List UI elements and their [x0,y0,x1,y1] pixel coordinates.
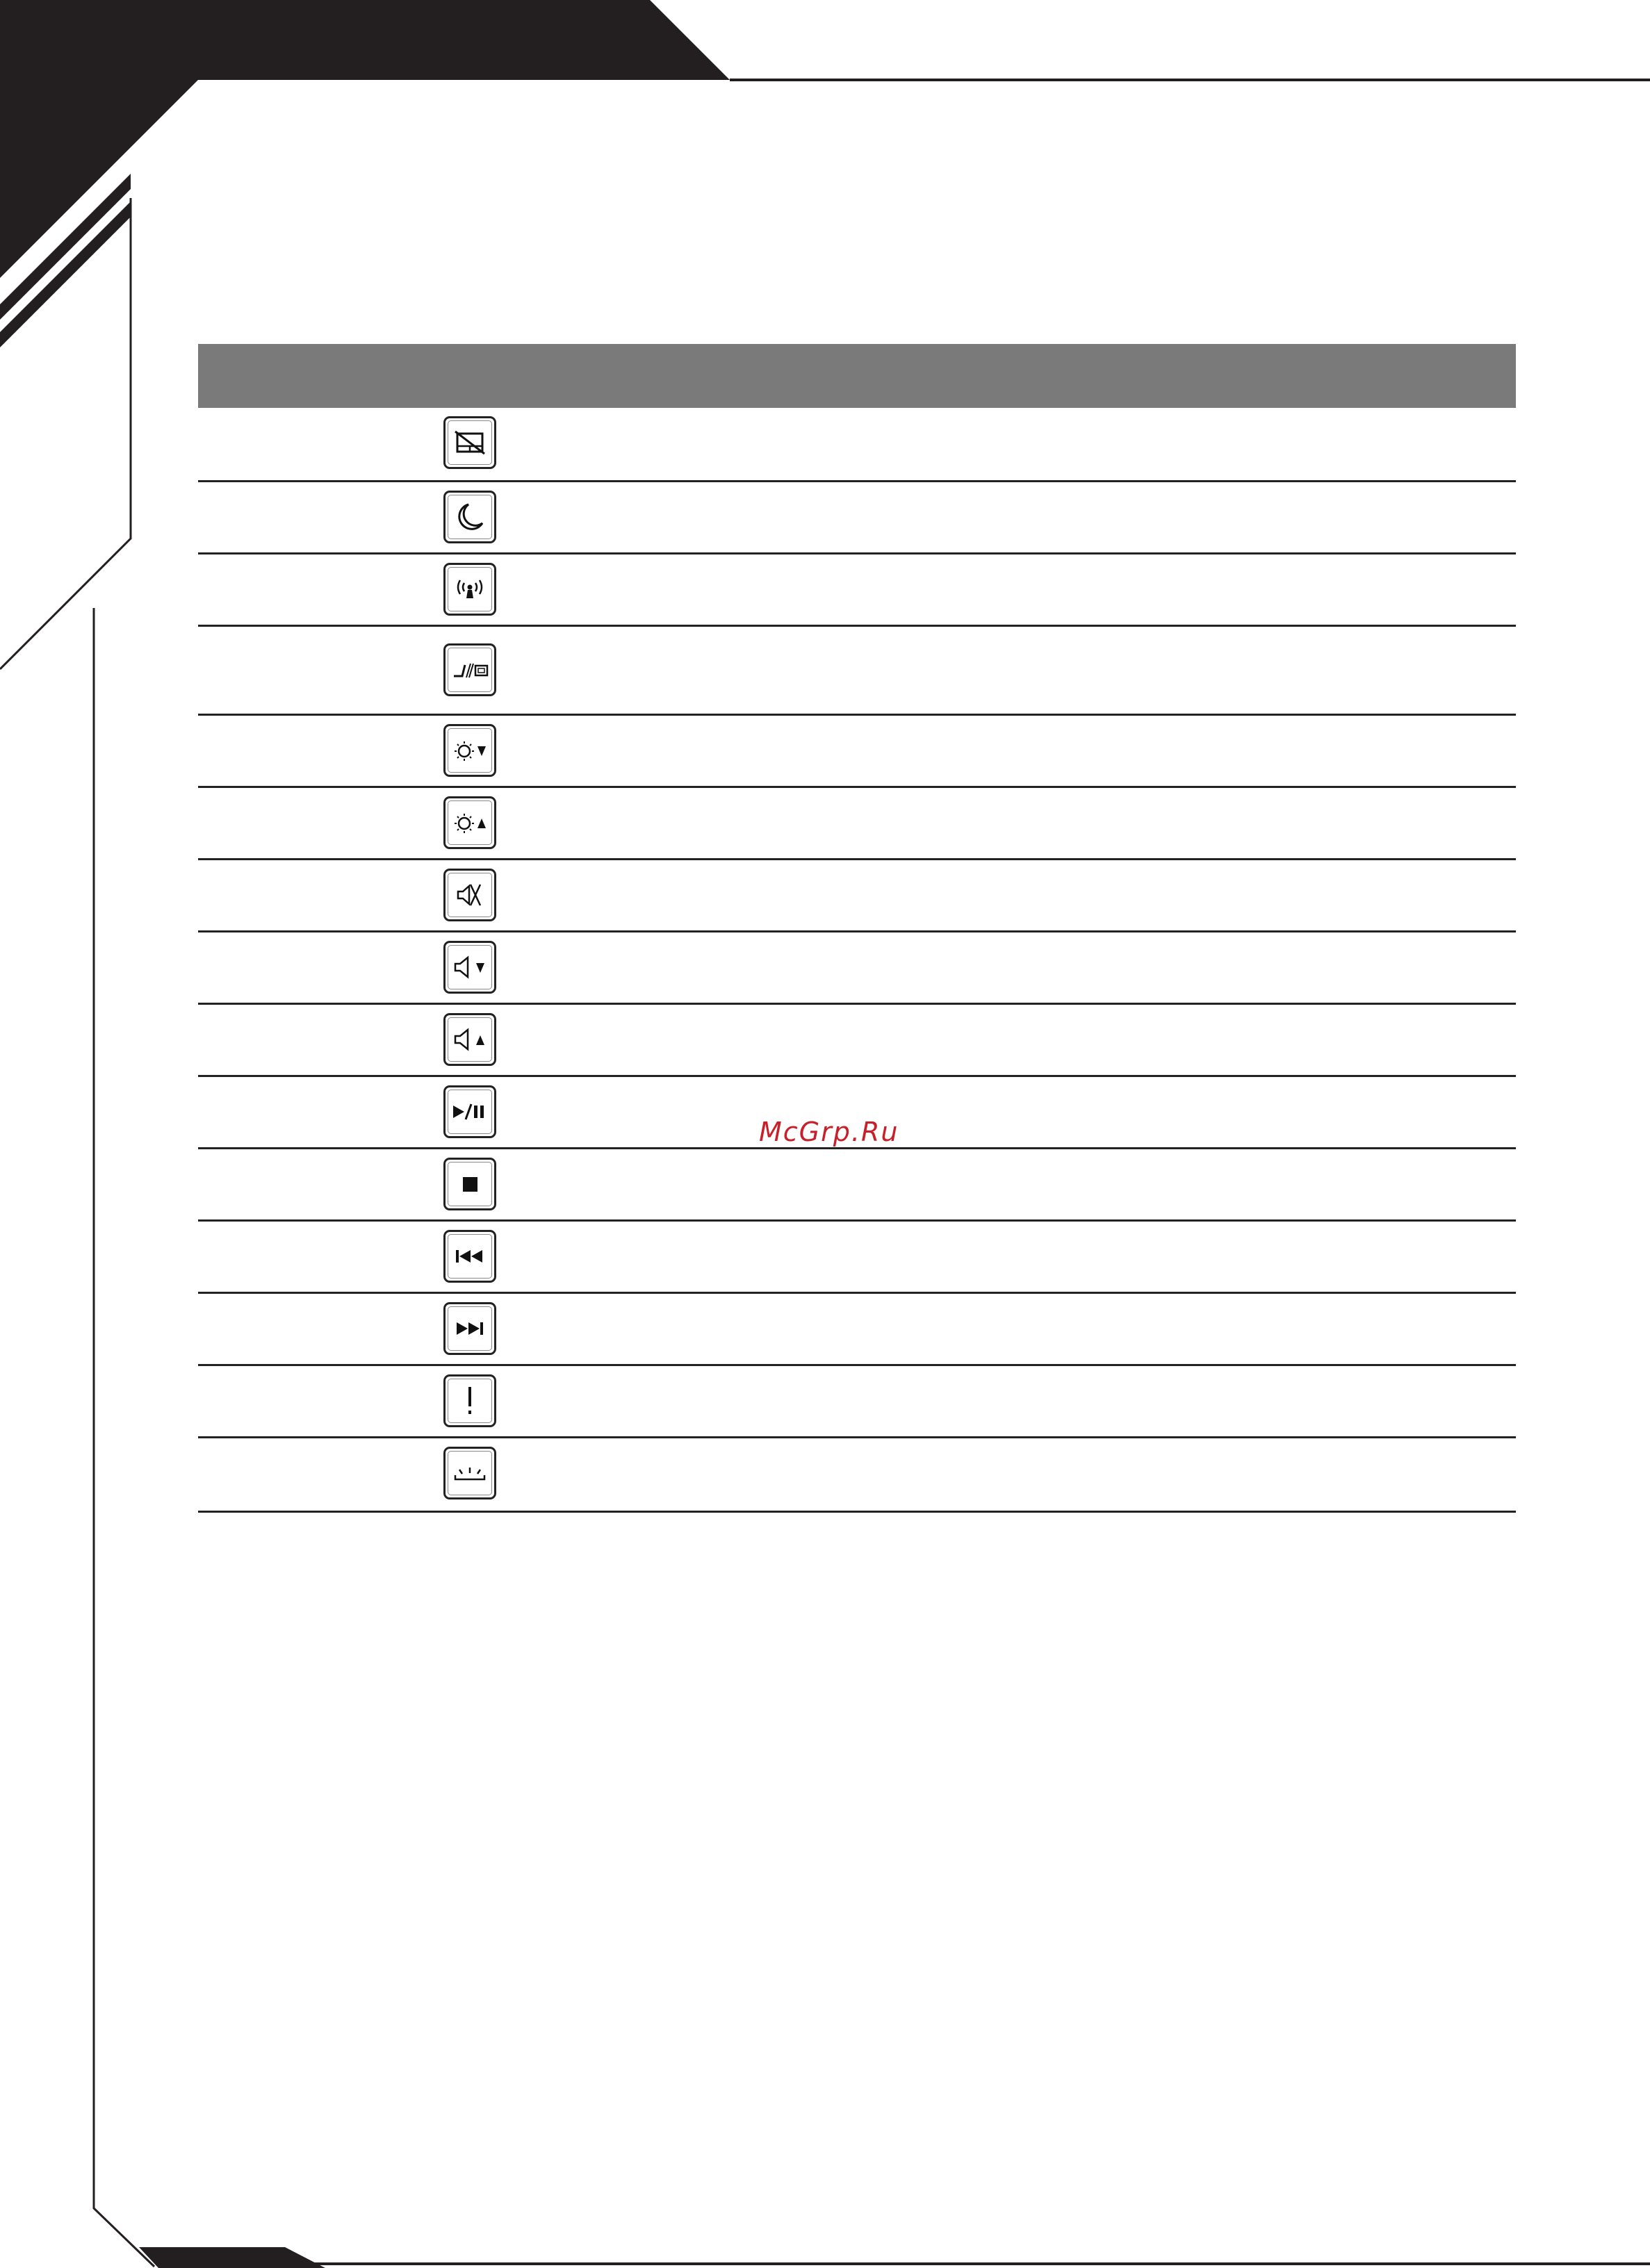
table-row-stop [198,1149,1516,1222]
keyboard-backlight-key [443,1447,496,1499]
brightness-down-icon [446,726,494,775]
table-row-display [198,627,1516,716]
table-row-touchpad [198,408,1516,482]
volume-down-icon [446,943,494,992]
display-switch-icon [446,646,494,694]
table-row-previous [198,1222,1516,1294]
stop-icon [446,1160,494,1208]
table-row-brightness-up [198,788,1516,860]
wireless-antenna-icon [446,565,494,614]
table-row-volume-down [198,932,1516,1005]
touchpad-off-key [443,416,496,469]
mute-key [443,869,496,921]
brightness-up-key [443,796,496,849]
keyboard-backlight-icon [446,1449,494,1497]
table-row-volume-up [198,1005,1516,1077]
table-row-mute [198,860,1516,932]
watermark-text: McGrp.Ru [759,1117,899,1147]
display-switch-key [443,643,496,696]
table-row-keyboard-backlight [198,1438,1516,1513]
brightness-down-key [443,724,496,777]
stop-key [443,1158,496,1210]
brightness-up-icon [446,798,494,847]
volume-down-key [443,941,496,994]
table-row-sleep [198,482,1516,554]
play-pause-icon [446,1087,494,1136]
sleep-moon-icon [446,493,494,541]
previous-track-icon [446,1232,494,1281]
touchpad-off-icon [446,418,494,467]
table-row-next [198,1294,1516,1366]
mute-icon [446,871,494,919]
play-pause-key [443,1085,496,1138]
table-row-exclamation [198,1366,1516,1438]
table-row-brightness-down [198,716,1516,788]
table-header-bar [198,344,1516,408]
exclamation-icon [446,1377,494,1425]
next-track-icon [446,1304,494,1353]
table-row-wireless [198,554,1516,627]
left-frame-line-lower [94,608,154,2267]
wireless-key [443,563,496,616]
next-track-key [443,1302,496,1355]
exclamation-key [443,1374,496,1427]
volume-up-icon [446,1015,494,1064]
sleep-key [443,491,496,543]
volume-up-key [443,1013,496,1066]
previous-track-key [443,1230,496,1283]
